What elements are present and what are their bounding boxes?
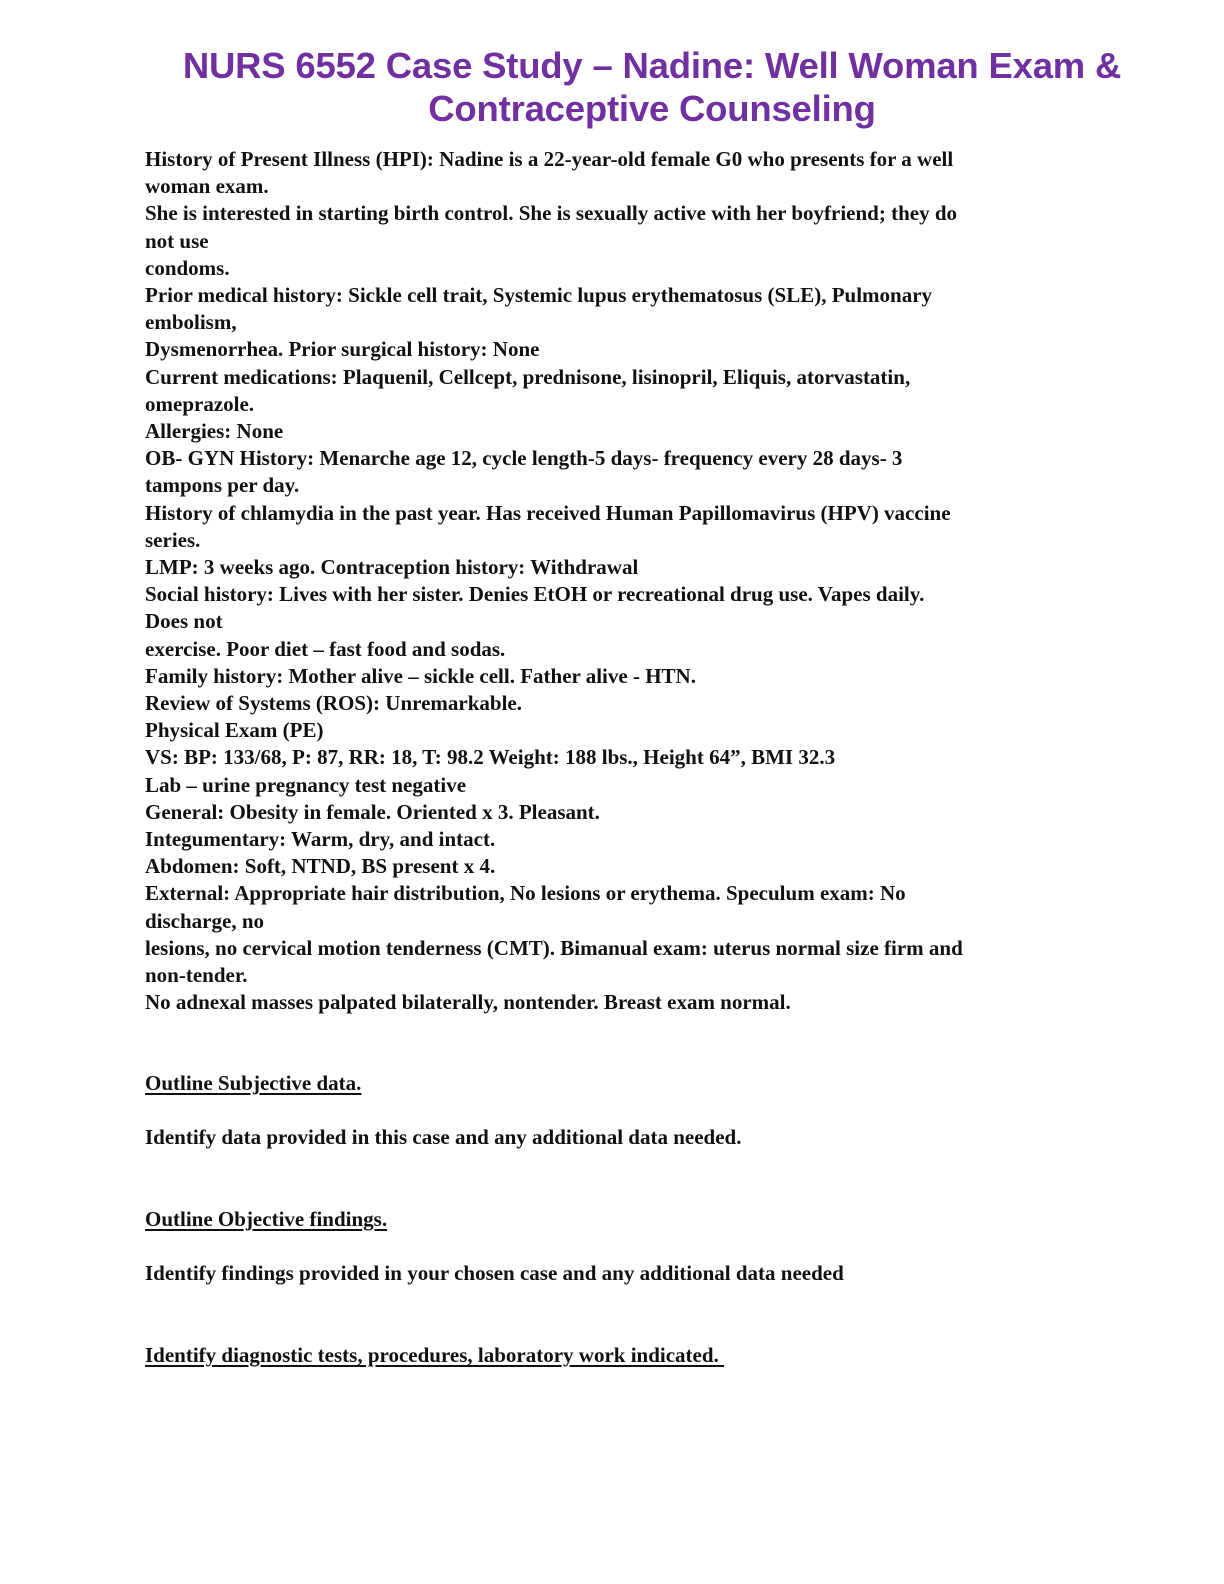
case-line: not use bbox=[145, 228, 209, 253]
case-line: History of Present Illness (HPI): Nadine is a 22-year-old female G0 who presents for a well bbox=[145, 147, 954, 171]
case-line: discharge, no bbox=[145, 908, 265, 933]
case-line: No adnexal masses palpated bilaterally, nontender. Breast exam normal. bbox=[145, 990, 791, 1015]
case-line: OB- GYN History: Menarche age 12, cycle length-5 days- frequency every 28 days- 3 bbox=[145, 446, 903, 471]
case-line: Dysmenorrhea. Prior surgical history: None bbox=[145, 337, 540, 362]
case-line: Family history: Mother alive – sickle cell. Father alive - HTN. bbox=[145, 663, 696, 688]
case-line: Integumentary: Warm, dry, and intact. bbox=[145, 827, 496, 852]
case-line: series. bbox=[145, 527, 201, 552]
case-line: woman exam. bbox=[145, 174, 269, 199]
case-line: Physical Exam (PE) bbox=[145, 718, 324, 743]
case-line: VS: BP: 133/68, P: 87, RR: 18, T: 98.2 Weight: 188 lbs., Height 64”, BMI 32.3 bbox=[145, 745, 836, 770]
case-line: tampons per day. bbox=[145, 473, 300, 498]
case-line: LMP: 3 weeks ago. Contraception history: Withdrawal bbox=[145, 555, 639, 580]
case-line: History of chlamydia in the past year. Has received Human Papillomavirus (HPV) vaccine bbox=[145, 500, 951, 525]
case-line: exercise. Poor diet – fast food and sodas. bbox=[145, 636, 506, 661]
case-description bbox=[145, 146, 1085, 1017]
case-line: omeprazole. bbox=[145, 391, 255, 416]
case-line: Current medications: Plaquenil, Cellcept, prednisone, lisinopril, Eliquis, atorvastatin, bbox=[145, 364, 911, 389]
subjective-instruction: Identify data provided in this case and any additional data needed. bbox=[145, 1125, 742, 1149]
case-line: Social history: Lives with her sister. Denies EtOH or recreational drug use. Vapes daily. bbox=[145, 582, 925, 607]
diagnostics-heading: Identify diagnostic tests, procedures, laboratory work indicated. bbox=[145, 1343, 725, 1367]
case-line: Allergies: None bbox=[145, 419, 284, 444]
title-line-2: Contraceptive Counseling bbox=[428, 88, 876, 129]
objective-heading: Outline Objective findings. bbox=[145, 1207, 388, 1231]
case-line: She is interested in starting birth control. She is sexually active with her boyfriend; they do bbox=[145, 201, 958, 226]
case-line: condoms. bbox=[145, 255, 230, 280]
objective-instruction: Identify findings provided in your chosen case and any additional data needed bbox=[145, 1261, 844, 1285]
subjective-heading: Outline Subjective data. bbox=[145, 1071, 362, 1095]
case-line: non-tender. bbox=[145, 963, 248, 988]
case-line: lesions, no cervical motion tenderness (CMT). Bimanual exam: uterus normal size firm and bbox=[145, 935, 963, 960]
case-line: External: Appropriate hair distribution, No lesions or erythema. Speculum exam: No bbox=[145, 881, 906, 906]
case-line: General: Obesity in female. Oriented x 3. Pleasant. bbox=[145, 799, 600, 824]
case-line: Prior medical history: Sickle cell trait, Systemic lupus erythematosus (SLE), Pulmonary bbox=[145, 283, 933, 308]
case-line: Review of Systems (ROS): Unremarkable. bbox=[145, 691, 522, 716]
title-line-1: NURS 6552 Case Study – Nadine: Well Woman Exam & bbox=[182, 45, 1122, 86]
case-line: Does not bbox=[145, 609, 223, 634]
document-title bbox=[130, 44, 1174, 130]
case-line: Lab – urine pregnancy test negative bbox=[145, 772, 467, 797]
case-line: embolism, bbox=[145, 310, 237, 335]
case-line: Abdomen: Soft, NTND, BS present x 4. bbox=[145, 854, 496, 879]
